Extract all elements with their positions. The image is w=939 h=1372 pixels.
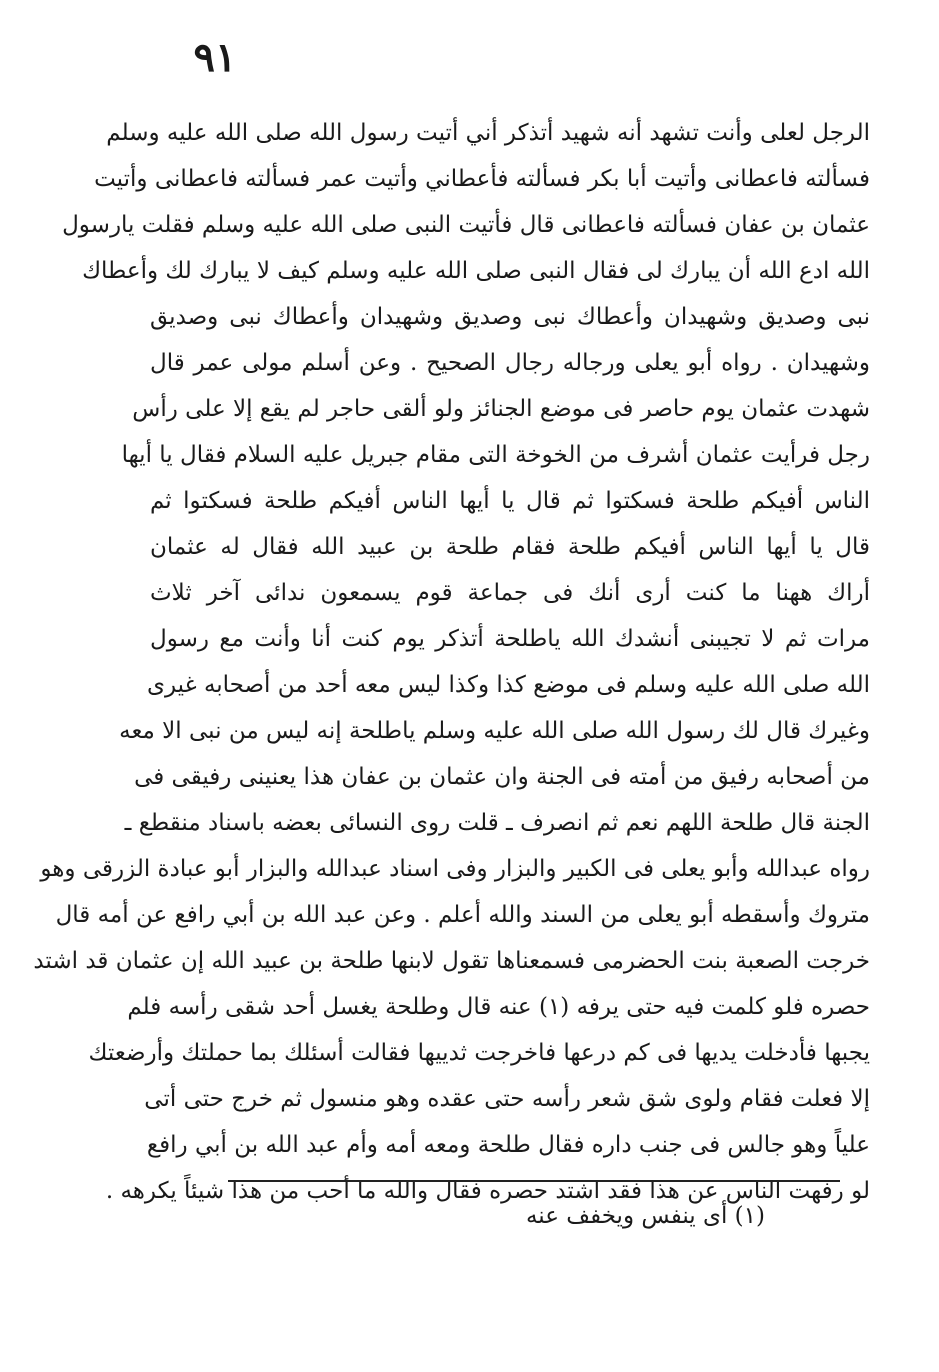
- text-line: الله صلى الله عليه وسلم فى موضع كذا وكذا ليس معه أحد من أصحابه غيرى: [146, 672, 870, 698]
- footnote: (١) أى ينفس ويخفف عنه: [525, 1203, 765, 1229]
- text-line: رجل فرأيت عثمان أشرف من الخوخة التى مقام جبريل عليه السلام فقال يا أيها: [121, 442, 870, 468]
- text-line: من أصحابه رفيق من أمته فى الجنة وان عثمان بن عفان هذا يعنينى رفيقى فى: [134, 764, 870, 790]
- text-line: وشهيدان . رواه أبو يعلى ورجاله رجال الصحيح . وعن أسلم مولى عمر قال: [150, 350, 870, 376]
- text-line: الناس أفيكم طلحة فسكتوا ثم قال يا أيها الناس أفيكم طلحة فسكتوا ثم: [150, 488, 870, 514]
- text-line: شهدت عثمان يوم حاصر فى موضع الجنائز ولو ألقى حاجر لم يقع إلا على رأس: [132, 396, 870, 422]
- footnote-divider: [228, 1180, 840, 1182]
- text-line: أراك ههنا ما كنت أرى أنك فى جماعة قوم يسمعون ندائى آخر ثلاث: [150, 580, 870, 606]
- text-line: وغيرك قال لك رسول الله صلى الله عليه وسلم ياطلحة إنه ليس من نبى الا معه: [119, 718, 870, 744]
- text-line: قال يا أيها الناس أفيكم طلحة فقام طلحة بن عبيد الله فقال له عثمان: [150, 534, 870, 560]
- body-text: [33, 110, 870, 1214]
- text-line: يجبها فأدخلت يديها فى كم درعها فاخرجت ثدييها فقالت أسئلك بما حملتك وأرضعتك: [88, 1040, 870, 1066]
- text-line: إلا فعلت فقام ولوى شق شعر رأسه حتى عقده وهو منسول ثم خرج حتى أتى: [144, 1086, 870, 1112]
- text-line: الرجل لعلى وأنت تشهد أنه شهيد أتذكر أني أتيت رسول الله صلى الله عليه وسلم: [106, 120, 870, 146]
- text-line: الله ادع الله أن يبارك لى فقال النبى صلى الله عليه وسلم كيف لا يبارك لك وأعطاك: [82, 258, 870, 284]
- text-line: عثمان بن عفان فسألته فاعطانى قال فأتيت النبى صلى الله عليه وسلم فقلت يارسول: [62, 212, 870, 238]
- text-line: رواه عبدالله وأبو يعلى فى الكبير والبزار وفى اسناد عبدالله والبزار أبو عبادة الزرقى وهو: [40, 856, 870, 882]
- text-line: حصره فلو كلمت فيه حتى يرفه (١) عنه قال وطلحة يغسل أحد شقى رأسه فلم: [127, 994, 870, 1020]
- page-number: ٩١: [193, 34, 237, 81]
- text-line: مرات ثم لا تجيبنى أنشدك الله ياطلحة أتذكر يوم كنت أنا وأنت مع رسول: [150, 626, 870, 652]
- text-line: علياً وهو جالس فى جنب داره فقال طلحة ومعه أمه وأم عبد الله بن أبي رافع: [146, 1132, 870, 1158]
- text-line: الجنة قال طلحة اللهم نعم ثم انصرف ـ قلت روى النسائى بعضه باسناد منقطع ـ: [124, 810, 870, 836]
- text-line: لو رفهت الناس عن هذا فقد اشتد حصره فقال والله ما أحب من هذا شيئاً يكرهه .: [105, 1178, 870, 1204]
- text-line: متروك وأسقطه أبو يعلى من السند والله أعلم . وعن عبد الله بن أبي رافع عن أمه قال: [55, 902, 870, 928]
- text-line: خرجت الصعبة بنت الحضرمى فسمعناها تقول لابنها طلحة بن عبيد الله إن عثمان قد اشتد: [33, 948, 870, 974]
- text-line: نبى وصديق وشهيدان وأعطاك نبى وصديق وشهيدان وأعطاك نبى وصديق: [150, 304, 870, 330]
- text-line: فسألته فاعطانى وأتيت أبا بكر فسألته فأعطاني وأتيت عمر فسألته فاعطانى وأتيت: [94, 166, 870, 192]
